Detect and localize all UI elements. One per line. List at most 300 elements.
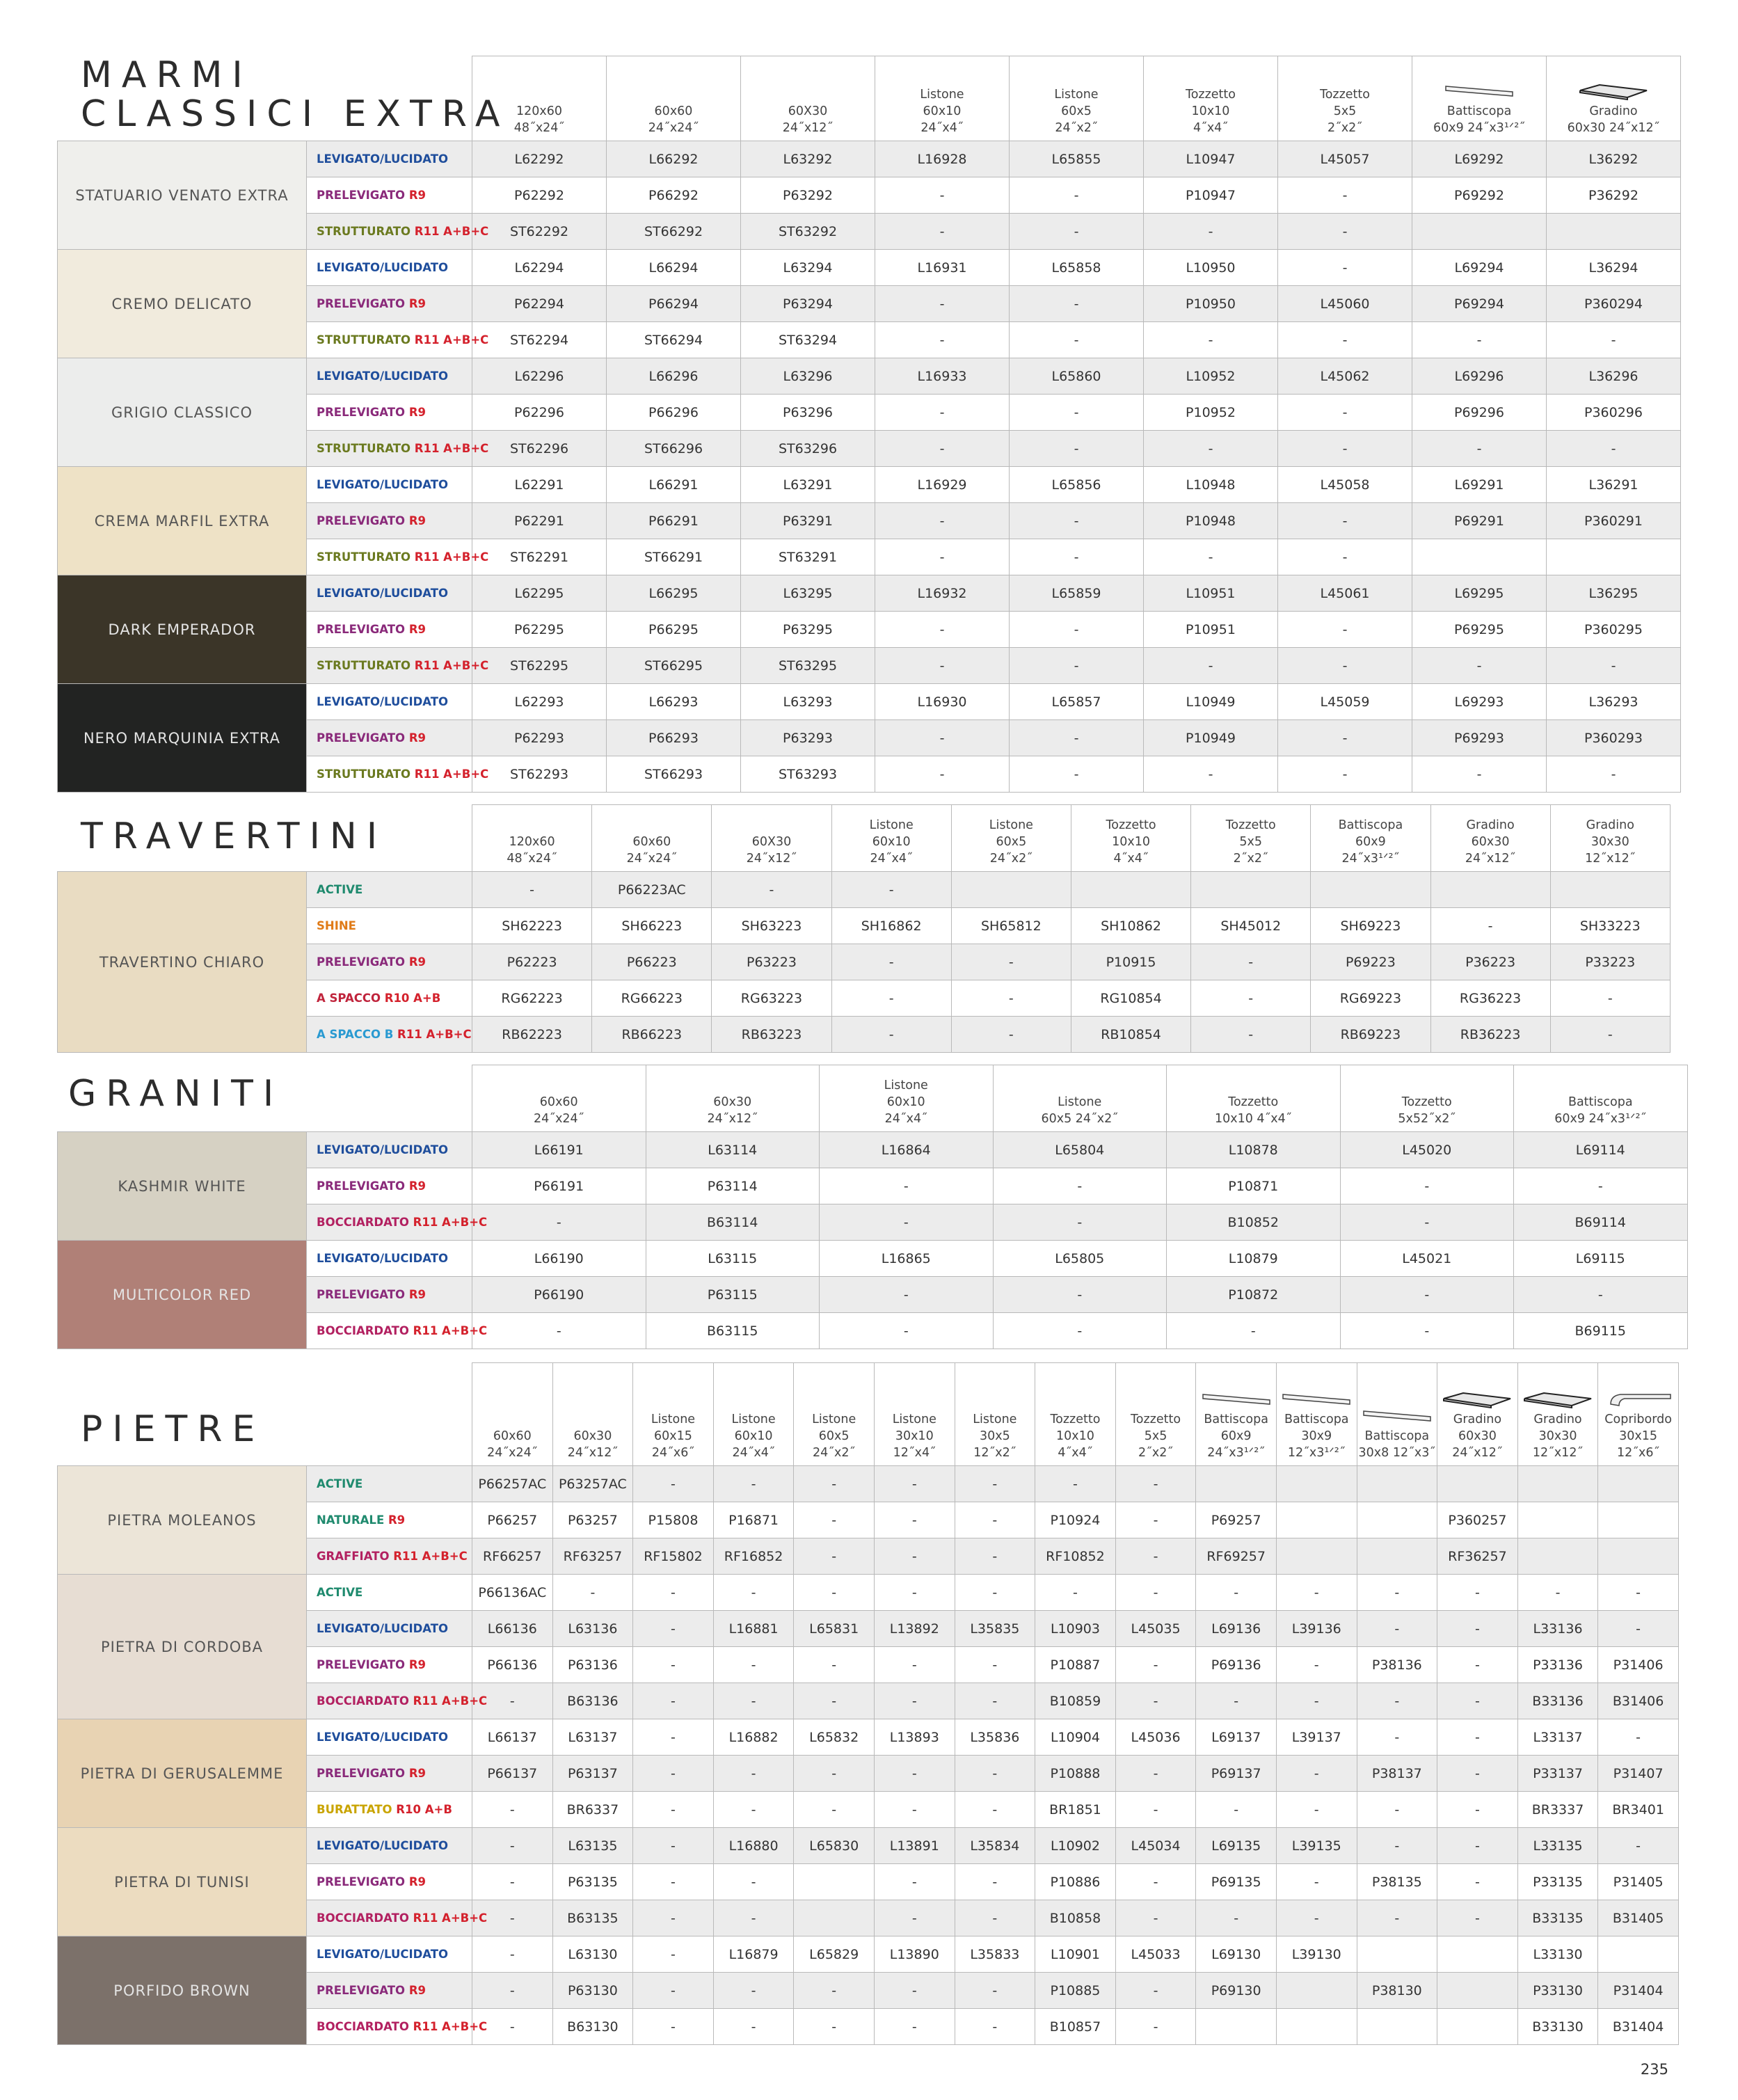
column-header-line: 24˝x4˝ [732, 1446, 775, 1460]
product-code-cell: - [1357, 1900, 1437, 1936]
product-code-cell: P63257AC [552, 1466, 633, 1502]
product-code-cell: - [794, 1575, 875, 1611]
column-header-line: 24˝x12˝ [567, 1446, 619, 1460]
finish-name: STRUTTURATO [317, 550, 411, 564]
product-code-cell: BR3401 [1598, 1792, 1679, 1828]
product-code-cell: - [472, 1936, 553, 1973]
product-code-cell: L62292 [472, 141, 607, 177]
product-code-cell [1191, 872, 1311, 908]
product-code-cell [1311, 872, 1430, 908]
column-header-line: 24˝x3¹ᐟ²˝ [1207, 1446, 1265, 1460]
product-code-cell: - [875, 612, 1010, 648]
product-code-cell: P10952 [1144, 395, 1278, 431]
product-code-cell: - [1115, 1502, 1196, 1538]
column-header-line: 24˝x4˝ [870, 852, 913, 866]
finish-name: ACTIVE [317, 1586, 363, 1599]
finish-label [307, 250, 472, 286]
product-code-cell: L36294 [1547, 250, 1681, 286]
product-code-cell: L69295 [1412, 575, 1547, 612]
table-row [58, 1828, 1679, 1864]
product-code-cell: - [1547, 322, 1681, 358]
column-header-line: 60x10 [923, 104, 962, 118]
product-code-cell: P69257 [1196, 1502, 1277, 1538]
table-row [58, 872, 1671, 908]
product-code-cell: SH66223 [592, 908, 712, 944]
product-code-cell: L66190 [472, 1241, 646, 1277]
product-code-cell: L36293 [1547, 684, 1681, 720]
product-code-cell: - [1547, 756, 1681, 793]
product-code-cell: - [1115, 1575, 1196, 1611]
product-code-cell: - [820, 1204, 994, 1241]
product-code-cell: - [1357, 1719, 1437, 1756]
product-code-cell: - [955, 1575, 1035, 1611]
product-code-cell: - [1412, 322, 1547, 358]
product-code-cell: RF36257 [1437, 1538, 1518, 1575]
product-code-cell: - [955, 1900, 1035, 1936]
column-header-line: Listone [1054, 88, 1099, 102]
finish-name: BOCCIARDATO [317, 1911, 409, 1925]
column-header-line: 60x30 [1471, 835, 1510, 849]
product-code-cell: L66294 [607, 250, 741, 286]
product-code-cell: - [874, 1683, 955, 1719]
product-code-cell: - [1550, 1017, 1670, 1053]
product-code-cell: - [1357, 1792, 1437, 1828]
slip-rating: R11 A+B+C [389, 1550, 468, 1563]
product-code-cell: L69114 [1514, 1132, 1688, 1168]
product-code-cell: L69293 [1412, 684, 1547, 720]
column-header [1357, 1363, 1437, 1466]
product-code-cell: P33137 [1517, 1756, 1598, 1792]
product-code-cell: ST62293 [472, 756, 607, 793]
column-header-line: 12˝x4˝ [893, 1446, 936, 1460]
material-name: TRAVERTINO CHIARO [99, 953, 265, 971]
product-code-cell: - [955, 1466, 1035, 1502]
product-code-cell: L35836 [955, 1719, 1035, 1756]
product-code-cell: P360296 [1547, 395, 1681, 431]
product-code-cell: - [1278, 322, 1412, 358]
product-code-cell: - [820, 1313, 994, 1349]
product-code-cell: L63114 [646, 1132, 820, 1168]
product-code-cell: - [874, 1647, 955, 1683]
finish-name: STRUTTURATO [317, 333, 411, 347]
material-swatch [58, 250, 307, 358]
column-header-line: 12˝x12˝ [1585, 852, 1636, 866]
column-header [1412, 56, 1547, 141]
product-code-cell: L66295 [607, 575, 741, 612]
product-code-cell: L63296 [741, 358, 875, 395]
finish-label [307, 1017, 472, 1053]
finish-label [307, 1900, 488, 1936]
product-code-cell: - [1115, 1900, 1196, 1936]
product-code-cell: - [1035, 1575, 1116, 1611]
product-code-cell: - [874, 1973, 955, 2009]
product-code-cell: L10951 [1144, 575, 1278, 612]
product-code-cell: P63115 [646, 1277, 820, 1313]
column-header-line: 12˝x12˝ [1532, 1446, 1584, 1460]
product-code-cell: P10950 [1144, 286, 1278, 322]
slip-rating: R9 [405, 1984, 426, 1997]
product-code-cell: P66191 [472, 1168, 646, 1204]
product-code-cell: - [1144, 648, 1278, 684]
column-header [1071, 805, 1190, 872]
product-code-cell: L65860 [1010, 358, 1144, 395]
product-code-table [57, 1065, 1688, 1349]
product-code-cell: P63293 [741, 720, 875, 756]
product-code-cell: - [1196, 1900, 1277, 1936]
product-code-cell: ST63292 [741, 214, 875, 250]
material-name: PIETRA DI CORDOBA [100, 1638, 264, 1655]
product-code-cell: L16864 [820, 1132, 994, 1168]
column-header-line: 48˝x24˝ [507, 852, 557, 866]
product-code-cell: - [1278, 648, 1412, 684]
material-swatch [58, 1828, 307, 1936]
product-code-cell: - [1547, 431, 1681, 467]
finish-label [307, 1828, 472, 1864]
product-code-cell: - [472, 1792, 553, 1828]
product-code-cell: L45035 [1115, 1611, 1196, 1647]
finish-label [307, 872, 472, 908]
product-code-cell: - [874, 1466, 955, 1502]
product-code-cell: L10903 [1035, 1611, 1116, 1647]
product-code-cell: P69135 [1196, 1864, 1277, 1900]
column-header-line: 60x10 [886, 1095, 925, 1109]
product-code-cell: RF63257 [552, 1538, 633, 1575]
product-code-cell: L65830 [794, 1828, 875, 1864]
slip-rating: R11 A+B+C [408, 1324, 488, 1337]
finish-label [307, 322, 489, 358]
product-code-cell: L10879 [1167, 1241, 1341, 1277]
product-code-cell: - [1010, 286, 1144, 322]
product-code-cell: - [713, 1683, 794, 1719]
product-code-cell: ST66295 [607, 648, 741, 684]
product-code-cell: - [1357, 1575, 1437, 1611]
product-code-cell: P10947 [1144, 177, 1278, 214]
product-code-cell: P66293 [607, 720, 741, 756]
column-header-line: 24˝x24˝ [626, 852, 677, 866]
product-code-cell: L16881 [713, 1611, 794, 1647]
finish-label [307, 1241, 472, 1277]
finish-name: PRELEVIGATO [317, 1875, 406, 1888]
product-code-cell: - [472, 1900, 553, 1936]
product-code-cell: - [1430, 908, 1550, 944]
column-header [1430, 805, 1550, 872]
column-header [1191, 805, 1311, 872]
product-code-cell: - [1115, 1973, 1196, 2009]
product-code-cell: P16871 [713, 1502, 794, 1538]
product-code-cell: - [1598, 1611, 1679, 1647]
material-swatch [58, 358, 307, 467]
finish-label [307, 1132, 472, 1168]
product-code-cell [1517, 1502, 1598, 1538]
finish-name: PRELEVIGATO [317, 955, 406, 969]
material-name: STATUARIO VENATO EXTRA [75, 186, 289, 204]
product-code-cell: L13893 [874, 1719, 955, 1756]
column-header [1276, 1363, 1357, 1466]
slip-rating: R11 A+B+C [393, 1028, 472, 1041]
table-row [58, 467, 1681, 503]
column-header-line: 120x60 [516, 104, 563, 118]
product-code-cell: - [1437, 1900, 1518, 1936]
column-header-line: Tozzetto [1228, 1095, 1279, 1109]
finish-label [307, 1864, 472, 1900]
product-code-cell: - [1357, 1611, 1437, 1647]
material-swatch [58, 575, 307, 684]
material-name: PORFIDO BROWN [113, 1982, 250, 1999]
column-header-line: 24˝x6˝ [651, 1446, 695, 1460]
product-code-cell: ST62294 [472, 322, 607, 358]
section-title-line: CLASSICI EXTRA [81, 93, 510, 135]
product-code-cell: - [1010, 322, 1144, 358]
column-header [592, 805, 712, 872]
product-code-cell: - [1437, 1647, 1518, 1683]
column-header [712, 805, 831, 872]
product-code-cell: P10872 [1167, 1277, 1341, 1313]
product-code-cell: ST63294 [741, 322, 875, 358]
product-code-cell: RG10854 [1071, 980, 1190, 1017]
finish-name: LEVIGATO/LUCIDATO [317, 1622, 449, 1635]
product-code-cell: P38136 [1357, 1647, 1437, 1683]
product-code-cell: L69136 [1196, 1611, 1277, 1647]
product-code-cell: - [1276, 1575, 1357, 1611]
finish-label [307, 1204, 488, 1241]
slip-rating: R9 [405, 189, 426, 202]
product-code-cell [1437, 1936, 1518, 1973]
finish-label [307, 1466, 472, 1502]
product-code-cell: ST66294 [607, 322, 741, 358]
product-code-cell: - [794, 1973, 875, 2009]
column-header-line: 60x5 24˝x2˝ [1041, 1112, 1119, 1126]
product-code-cell: L35834 [955, 1828, 1035, 1864]
product-code-cell: B63114 [646, 1204, 820, 1241]
material-swatch [58, 684, 307, 793]
product-code-cell [1357, 1936, 1437, 1973]
product-code-cell: SH62223 [472, 908, 592, 944]
product-code-cell: P360294 [1547, 286, 1681, 322]
product-code-cell: L36291 [1547, 467, 1681, 503]
product-code-cell: L16929 [875, 467, 1010, 503]
gradino-icon [1523, 1392, 1593, 1408]
product-code-cell: - [993, 1277, 1167, 1313]
column-header [607, 56, 741, 141]
product-code-cell: - [472, 1973, 553, 2009]
column-header [552, 1363, 633, 1466]
column-header-line: Tozzetto [1106, 818, 1156, 832]
slip-rating: R11 A+B+C [408, 1216, 488, 1229]
product-code-cell: P31406 [1598, 1647, 1679, 1683]
product-code-cell: L66191 [472, 1132, 646, 1168]
finish-name: LEVIGATO/LUCIDATO [317, 1252, 449, 1265]
slip-rating: R9 [405, 1288, 426, 1301]
product-code-cell: B69115 [1514, 1313, 1688, 1349]
column-header [1144, 56, 1278, 141]
material-name: KASHMIR WHITE [118, 1177, 246, 1195]
finish-label [307, 1313, 488, 1349]
product-code-cell: L16930 [875, 684, 1010, 720]
product-code-cell: P66291 [607, 503, 741, 539]
product-code-cell: - [993, 1313, 1167, 1349]
material-name: MULTICOLOR RED [112, 1286, 252, 1303]
column-header-line: Battiscopa [1568, 1095, 1633, 1109]
product-code-cell: ST66293 [607, 756, 741, 793]
product-code-cell: SH63223 [712, 908, 831, 944]
column-header-line: 60x10 [872, 835, 911, 849]
finish-name: LEVIGATO/LUCIDATO [317, 261, 449, 274]
product-code-cell: L10952 [1144, 358, 1278, 395]
finish-name: GRAFFIATO [317, 1550, 390, 1563]
finish-name: LEVIGATO/LUCIDATO [317, 1143, 449, 1156]
product-code-cell: B31405 [1598, 1900, 1679, 1936]
product-code-cell: - [951, 1017, 1071, 1053]
product-code-cell: - [472, 872, 592, 908]
product-code-cell [1357, 1466, 1437, 1502]
product-code-cell: L10878 [1167, 1132, 1341, 1168]
product-code-cell: L35833 [955, 1936, 1035, 1973]
column-header-line: 24˝x12˝ [746, 852, 797, 866]
product-code-cell: - [874, 2009, 955, 2045]
product-code-cell: L69291 [1412, 467, 1547, 503]
product-code-cell: RG63223 [712, 980, 831, 1017]
product-code-cell: - [1010, 756, 1144, 793]
product-code-cell: - [1278, 214, 1412, 250]
slip-rating: R11 A+B+C [410, 767, 489, 781]
product-code-cell: - [951, 944, 1071, 980]
product-code-cell: P31404 [1598, 1973, 1679, 2009]
product-code-cell [1412, 214, 1547, 250]
product-code-cell: - [1196, 1683, 1277, 1719]
product-code-cell: P66296 [607, 395, 741, 431]
product-code-cell: P15808 [633, 1502, 714, 1538]
column-header-line: Tozzetto [1320, 88, 1370, 102]
product-code-cell: L66136 [472, 1611, 553, 1647]
column-header [1550, 805, 1670, 872]
column-header-line: 12˝x3¹ᐟ²˝ [1287, 1446, 1346, 1460]
product-code-cell: - [633, 1864, 714, 1900]
column-header-line: 24˝x12˝ [1465, 852, 1516, 866]
product-code-cell: ST63293 [741, 756, 875, 793]
product-code-cell: - [713, 1466, 794, 1502]
product-code-cell: P38135 [1357, 1864, 1437, 1900]
finish-name: LEVIGATO/LUCIDATO [317, 695, 449, 708]
product-code-cell: RG36223 [1430, 980, 1550, 1017]
product-code-cell: B10858 [1035, 1900, 1116, 1936]
product-code-cell: - [633, 1828, 714, 1864]
finish-label [307, 908, 472, 944]
product-code-cell: - [1412, 431, 1547, 467]
product-code-cell: P10888 [1035, 1756, 1116, 1792]
column-header-line: 48˝x24˝ [513, 121, 565, 135]
product-code-cell: - [1276, 1864, 1357, 1900]
product-code-cell: - [1598, 1719, 1679, 1756]
product-code-cell: - [713, 1792, 794, 1828]
product-code-cell: RB62223 [472, 1017, 592, 1053]
column-header-line: 4˝x4˝ [1058, 1446, 1093, 1460]
product-code-cell: L65832 [794, 1719, 875, 1756]
finish-label [307, 612, 472, 648]
product-code-cell: - [1276, 1756, 1357, 1792]
product-code-cell [1357, 2009, 1437, 2045]
product-code-cell: P62293 [472, 720, 607, 756]
product-code-cell: - [1010, 177, 1144, 214]
product-code-cell: B63130 [552, 2009, 633, 2045]
product-code-cell: L45034 [1115, 1828, 1196, 1864]
product-code-cell: - [1437, 1575, 1518, 1611]
product-code-cell: L10901 [1035, 1936, 1116, 1973]
product-code-cell: P62294 [472, 286, 607, 322]
finish-name: BOCCIARDATO [317, 1216, 409, 1229]
product-code-cell: - [831, 980, 951, 1017]
column-header [1035, 1363, 1116, 1466]
product-code-cell: P69130 [1196, 1973, 1277, 2009]
product-code-cell [1276, 2009, 1357, 2045]
column-header-line: 24˝x24˝ [487, 1446, 538, 1460]
column-header [1115, 1363, 1196, 1466]
section-title-line: TRAVERTINI [81, 816, 388, 857]
slip-rating: R11 A+B+C [410, 442, 489, 455]
product-code-cell: - [1278, 720, 1412, 756]
product-code-cell: L65859 [1010, 575, 1144, 612]
product-code-cell: L66296 [607, 358, 741, 395]
product-code-cell: - [1010, 612, 1144, 648]
product-code-cell: - [472, 2009, 553, 2045]
product-code-cell: - [713, 1864, 794, 1900]
product-code-cell: BR1851 [1035, 1792, 1116, 1828]
product-code-cell: B10852 [1167, 1204, 1341, 1241]
finish-label [307, 431, 489, 467]
product-code-cell: P66136 [472, 1647, 553, 1683]
column-header [1517, 1363, 1598, 1466]
product-code-cell: - [633, 1792, 714, 1828]
product-code-cell: - [1550, 980, 1670, 1017]
product-code-cell: - [1010, 648, 1144, 684]
product-code-cell: L66291 [607, 467, 741, 503]
product-code-cell: ST62295 [472, 648, 607, 684]
product-code-cell: - [820, 1277, 994, 1313]
product-code-cell: L13890 [874, 1936, 955, 1973]
column-header-line: Battiscopa [1204, 1413, 1268, 1426]
material-name: CREMO DELICATO [111, 295, 253, 312]
gradino-icon [1579, 83, 1648, 100]
product-code-cell: P10949 [1144, 720, 1278, 756]
product-code-cell: P69296 [1412, 395, 1547, 431]
product-code-cell: L16928 [875, 141, 1010, 177]
finish-label [307, 575, 472, 612]
column-header [1010, 56, 1144, 141]
product-code-cell: P10948 [1144, 503, 1278, 539]
product-code-cell: L45036 [1115, 1719, 1196, 1756]
finish-label [307, 1756, 472, 1792]
product-code-cell: RF10852 [1035, 1538, 1116, 1575]
product-code-cell: L10948 [1144, 467, 1278, 503]
product-code-cell: L16879 [713, 1936, 794, 1973]
product-code-cell: B33136 [1517, 1683, 1598, 1719]
product-code-cell: L39130 [1276, 1936, 1357, 1973]
finish-label [307, 1538, 472, 1575]
section-title [81, 56, 510, 134]
table-header-row [58, 1363, 1679, 1466]
product-code-cell: P62223 [472, 944, 592, 980]
finish-label [307, 539, 489, 575]
product-code-cell: - [1035, 1466, 1116, 1502]
product-code-cell: L35835 [955, 1611, 1035, 1647]
product-code-cell: - [874, 1864, 955, 1900]
battiscopa-icon [1282, 1392, 1351, 1408]
product-code-cell: - [1412, 648, 1547, 684]
column-header-line: 10x10 [1056, 1429, 1094, 1443]
finish-name: STRUTTURATO [317, 659, 411, 672]
slip-rating: R9 [405, 514, 426, 527]
product-code-cell: L45057 [1278, 141, 1412, 177]
column-header-line: 60x5 [996, 835, 1027, 849]
